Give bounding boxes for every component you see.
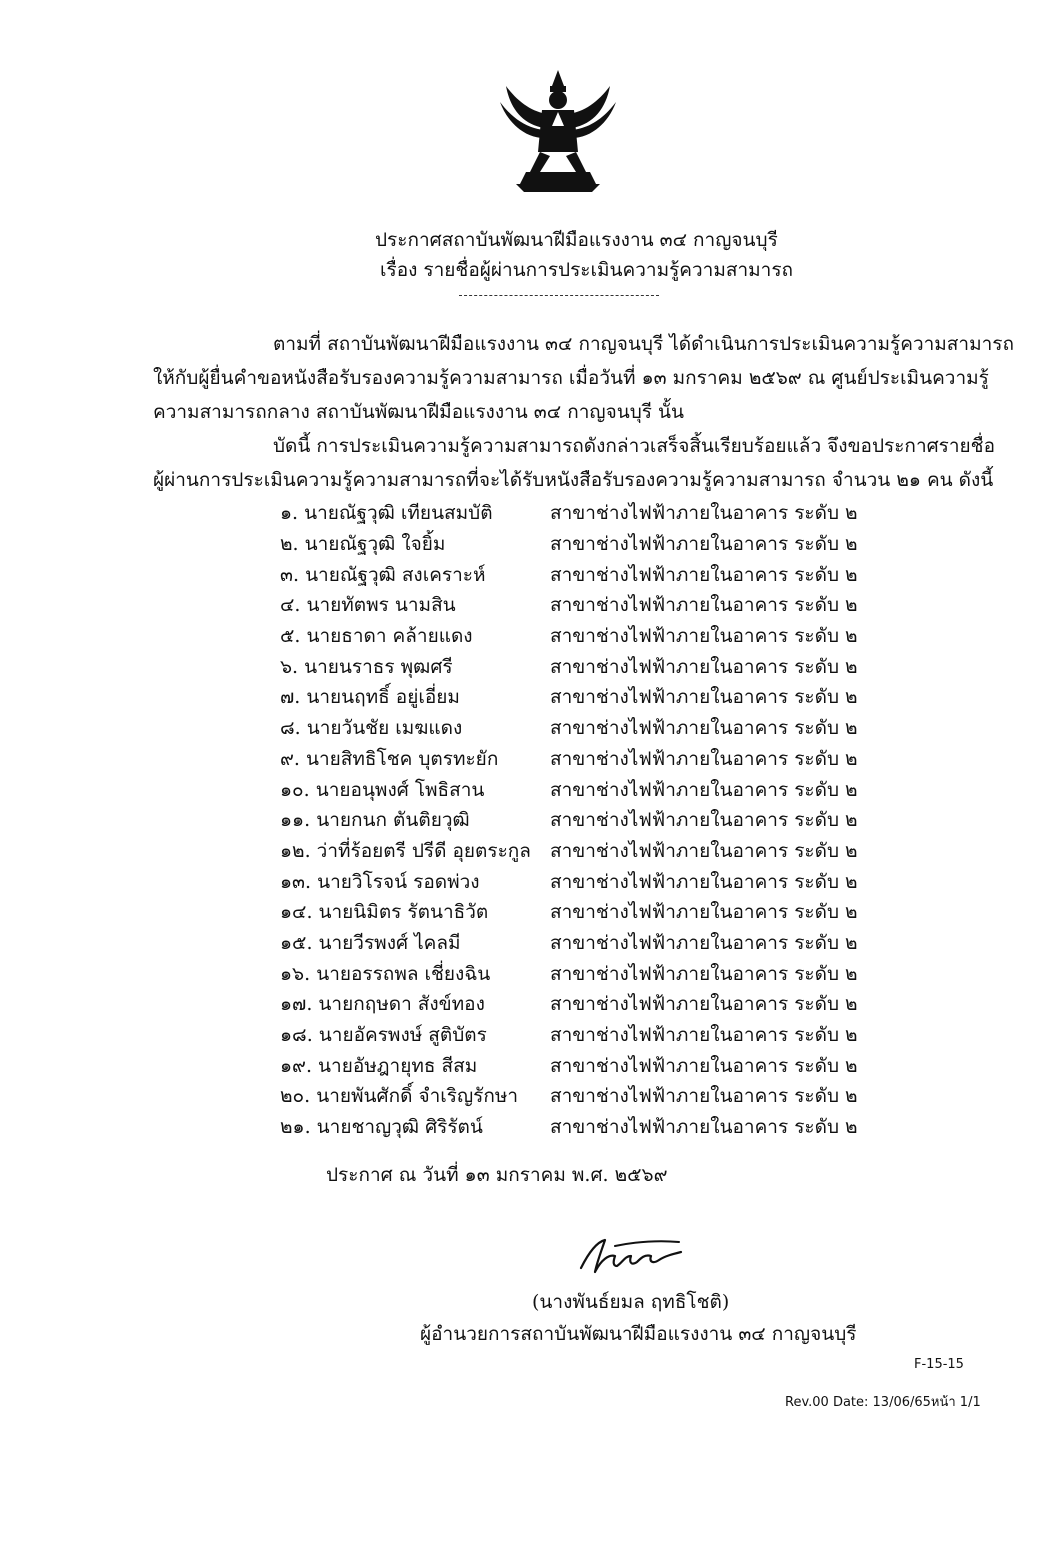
handwritten-signature-icon [575,1232,685,1278]
form-code: F-15-15 [914,1357,964,1372]
passed-candidates-list [280,498,858,1142]
candidate-branch: สาขาช่างไฟฟ้าภายในอาคาร ระดับ ๒ [550,655,858,678]
announcement-title: ประกาศสถาบันพัฒนาฝีมือแรงงาน ๓๔ กาญจนบุรี [375,229,778,251]
candidate-branch: สาขาช่างไฟฟ้าภายในอาคาร ระดับ ๒ [550,901,858,924]
title-divider [459,295,659,296]
para1-line3: ความสามารถกลาง สถาบันพัฒนาฝีมือแรงงาน ๓๔ กาญจนบุรี นั้น [153,401,684,423]
candidate-name: ๑๓. นายวิโรจน์ รอดพ่วง [280,870,480,893]
announcement-date: ประกาศ ณ วันที่ ๑๓ มกราคม พ.ศ. ๒๕๖๙ [326,1164,668,1186]
list-item [280,805,858,836]
list-item [280,1112,858,1143]
candidate-name: ๑๒. ว่าที่ร้อยตรี ปรีดี อุยตระกูล [280,839,531,862]
candidate-name: ๓. นายณัฐวุฒิ สงเคราะห์ [280,563,486,586]
candidate-branch: สาขาช่างไฟฟ้าภายในอาคาร ระดับ ๒ [550,563,858,586]
candidate-branch: สาขาช่างไฟฟ้าภายในอาคาร ระดับ ๒ [550,839,858,862]
list-item [280,682,858,713]
signatory-name: (นางพันธ์ยมล ฤทธิโชติ) [532,1291,730,1313]
candidate-branch: สาขาช่างไฟฟ้าภายในอาคาร ระดับ ๒ [550,1116,858,1139]
list-item [280,774,858,805]
para2-line2: ผู้ผ่านการประเมินความรู้ความสามารถที่จะได้รับหนังสือรับรองความรู้ความสามารถ จำนวน ๒๑ คน ดังนี้ [153,469,994,491]
list-item [280,1081,858,1112]
list-item [280,559,858,590]
para2-line1: บัดนี้ การประเมินความรู้ความสามารถดังกล่าวเสร็จสิ้นเรียบร้อยแล้ว จึงขอประกาศรายชื่อ [273,435,995,457]
candidate-branch: สาขาช่างไฟฟ้าภายในอาคาร ระดับ ๒ [550,1024,858,1047]
candidate-branch: สาขาช่างไฟฟ้าภายในอาคาร ระดับ ๒ [550,594,858,617]
candidate-name: ๑๕. นายวีรพงศ์ ไคลมี [280,931,461,954]
candidate-branch: สาขาช่างไฟฟ้าภายในอาคาร ระดับ ๒ [550,533,858,556]
candidate-name: ๑. นายณัฐวุฒิ เทียนสมบัติ [280,502,493,525]
candidate-name: ๒๐. นายพันศักดิ์ จำเริญรักษา [280,1085,519,1108]
candidate-name: ๙. นายสิทธิโชค บุตรทะยัก [280,747,499,770]
candidate-name: ๑๗. นายกฤษดา สังข์ทอง [280,993,485,1016]
list-item [280,1050,858,1081]
list-item [280,621,858,652]
candidate-name: ๑๙. นายอัษฎายุทธ สีสม [280,1054,478,1077]
candidate-branch: สาขาช่างไฟฟ้าภายในอาคาร ระดับ ๒ [550,809,858,832]
candidate-branch: สาขาช่างไฟฟ้าภายในอาคาร ระดับ ๒ [550,686,858,709]
candidate-branch: สาขาช่างไฟฟ้าภายในอาคาร ระดับ ๒ [550,625,858,648]
candidate-name: ๒๑. นายชาญวุฒิ ศิริรัตน์ [280,1116,483,1139]
candidate-branch: สาขาช่างไฟฟ้าภายในอาคาร ระดับ ๒ [550,502,858,525]
list-item [280,989,858,1020]
garuda-emblem-icon [496,68,620,196]
candidate-name: ๑๖. นายอรรถพล เชี่ยงฉิน [280,962,491,985]
list-item [280,866,858,897]
signatory-position: ผู้อำนวยการสถาบันพัฒนาฝีมือแรงงาน ๓๔ กาญจนบุรี [420,1323,857,1345]
list-item [280,713,858,744]
para1-line1: ตามที่ สถาบันพัฒนาฝีมือแรงงาน ๓๔ กาญจนบุรี ได้ดำเนินการประเมินความรู้ความสามารถ [273,333,1014,355]
candidate-branch: สาขาช่างไฟฟ้าภายในอาคาร ระดับ ๒ [550,747,858,770]
revision-info: Rev.00 Date: 13/06/65หน้า 1/1 [785,1395,981,1410]
announcement-subject: เรื่อง รายชื่อผู้ผ่านการประเมินความรู้ความสามารถ [380,259,794,281]
candidate-branch: สาขาช่างไฟฟ้าภายในอาคาร ระดับ ๒ [550,778,858,801]
candidate-name: ๑๔. นายนิมิตร รัตนาธิวัต [280,901,489,924]
candidate-branch: สาขาช่างไฟฟ้าภายในอาคาร ระดับ ๒ [550,1085,858,1108]
list-item [280,651,858,682]
list-item [280,590,858,621]
candidate-name: ๔. นายทัตพร นามสิน [280,594,456,617]
candidate-branch: สาขาช่างไฟฟ้าภายในอาคาร ระดับ ๒ [550,931,858,954]
candidate-name: ๑๘. นายอัครพงษ์ สูติบัตร [280,1024,487,1047]
candidate-branch: สาขาช่างไฟฟ้าภายในอาคาร ระดับ ๒ [550,1054,858,1077]
candidate-name: ๖. นายนราธร พุฒศรี [280,655,453,678]
candidate-branch: สาขาช่างไฟฟ้าภายในอาคาร ระดับ ๒ [550,962,858,985]
candidate-name: ๕. นายธาดา คล้ายแดง [280,625,473,648]
list-item [280,1020,858,1051]
list-item [280,897,858,928]
list-item [280,958,858,989]
para1-line2: ให้กับผู้ยื่นคำขอหนังสือรับรองความรู้ความสามารถ เมื่อวันที่ ๑๓ มกราคม ๒๕๖๙ ณ ศูนย์ประเมินความรู้ [153,367,989,389]
list-item [280,529,858,560]
candidate-name: ๒. นายณัฐวุฒิ ใจยิ้ม [280,533,446,556]
list-item [280,744,858,775]
candidate-name: ๘. นายวันชัย เมฆแดง [280,717,463,740]
candidate-name: ๑๐. นายอนุพงศ์ โพธิสาน [280,778,485,801]
list-item [280,836,858,867]
list-item [280,928,858,959]
candidate-name: ๑๑. นายกนก ตันติยวุฒิ [280,809,470,832]
candidate-name: ๗. นายนฤทธิ์ อยู่เอี่ยม [280,686,460,709]
candidate-branch: สาขาช่างไฟฟ้าภายในอาคาร ระดับ ๒ [550,993,858,1016]
list-item [280,498,858,529]
candidate-branch: สาขาช่างไฟฟ้าภายในอาคาร ระดับ ๒ [550,717,858,740]
candidate-branch: สาขาช่างไฟฟ้าภายในอาคาร ระดับ ๒ [550,870,858,893]
